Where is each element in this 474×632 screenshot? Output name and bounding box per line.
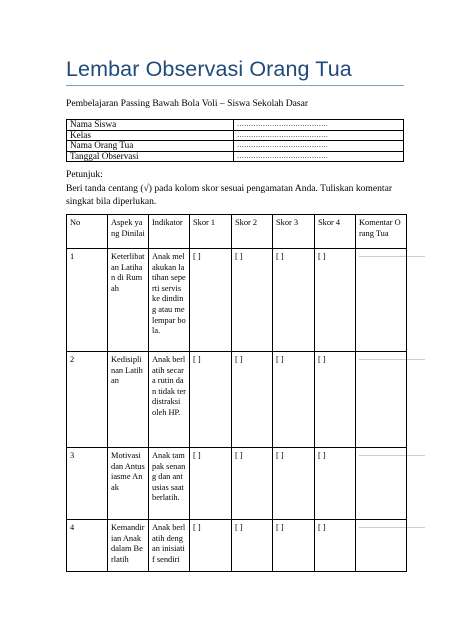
score-checkbox[interactable]: [ ] [315, 448, 356, 520]
aspect-cell: Kedisiplinan Latihan [108, 352, 149, 448]
indicator-cell: Anak berlatih secara rutin dan tidak terdistraksi oleh HP. [149, 352, 190, 448]
header-cell: Skor 4 [315, 215, 356, 249]
row-number: 4 [67, 520, 108, 572]
row-number: 3 [67, 448, 108, 520]
comment-field[interactable]: …………………………… [356, 352, 407, 448]
indicator-cell: Anak melakukan latihan seperti servis ke dinding atau melempar bola. [149, 249, 190, 352]
identity-label: Nama Orang Tua [67, 141, 234, 152]
table-header-row [67, 215, 407, 249]
observation-table [66, 214, 425, 572]
identity-value: ………………………………… [234, 120, 404, 131]
score-checkbox[interactable]: [ ] [273, 448, 315, 520]
aspect-cell: Kemandirian Anak dalam Berlatih [108, 520, 149, 572]
document-subtitle: Pembelajaran Passing Bawah Bola Voli – Siswa Sekolah Dasar [66, 98, 309, 109]
table-row [67, 249, 407, 352]
identity-row [67, 141, 404, 152]
score-checkbox[interactable]: [ ] [315, 249, 356, 352]
identity-row [67, 130, 404, 141]
identity-value: ………………………………… [234, 141, 404, 152]
header-cell: Indikator [149, 215, 190, 249]
identity-value: ………………………………… [234, 151, 404, 162]
header-cell: Komentar Orang Tua [356, 215, 407, 249]
score-checkbox[interactable]: [ ] [315, 520, 356, 572]
comment-field[interactable]: …………………………… [356, 249, 407, 352]
score-checkbox[interactable]: [ ] [273, 520, 315, 572]
row-number: 2 [67, 352, 108, 448]
identity-value: ………………………………… [234, 130, 404, 141]
identity-table [66, 119, 404, 162]
instructions-heading: Petunjuk: [66, 169, 103, 180]
table-row [67, 520, 407, 572]
table-row [67, 352, 407, 448]
score-checkbox[interactable]: [ ] [190, 352, 232, 448]
header-cell: No [67, 215, 108, 249]
score-checkbox[interactable]: [ ] [232, 448, 273, 520]
score-checkbox[interactable]: [ ] [315, 352, 356, 448]
header-cell: Skor 2 [232, 215, 273, 249]
header-cell: Aspek yang Dinilai [108, 215, 149, 249]
indicator-cell: Anak berlatih dengan inisiatif sendiri [149, 520, 190, 572]
row-number: 1 [67, 249, 108, 352]
score-checkbox[interactable]: [ ] [273, 352, 315, 448]
aspect-cell: Motivasi dan Antusiasme Anak [108, 448, 149, 520]
header-cell: Skor 1 [190, 215, 232, 249]
score-checkbox[interactable]: [ ] [190, 520, 232, 572]
score-checkbox[interactable]: [ ] [273, 249, 315, 352]
table-row [67, 448, 407, 520]
identity-label: Nama Siswa [67, 120, 234, 131]
title-underline [66, 85, 404, 86]
identity-row [67, 120, 404, 131]
score-checkbox[interactable]: [ ] [190, 448, 232, 520]
score-checkbox[interactable]: [ ] [232, 249, 273, 352]
instructions-text: Beri tanda centang (√) pada kolom skor sesuai pengamatan Anda. Tuliskan komentar singkat bila diperlukan. [66, 183, 393, 207]
identity-label: Kelas [67, 130, 234, 141]
score-checkbox[interactable]: [ ] [190, 249, 232, 352]
identity-label: Tanggal Observasi [67, 151, 234, 162]
comment-field[interactable]: …………………………… [356, 448, 407, 520]
score-checkbox[interactable]: [ ] [232, 520, 273, 572]
score-checkbox[interactable]: [ ] [232, 352, 273, 448]
header-cell: Skor 3 [273, 215, 315, 249]
comment-field[interactable]: …………………………… [356, 520, 407, 572]
indicator-cell: Anak tampak senang dan antusias saat berlatih. [149, 448, 190, 520]
identity-row [67, 151, 404, 162]
document-title: Lembar Observasi Orang Tua [66, 57, 352, 81]
aspect-cell: Keterlibatan Latihan di Rumah [108, 249, 149, 352]
